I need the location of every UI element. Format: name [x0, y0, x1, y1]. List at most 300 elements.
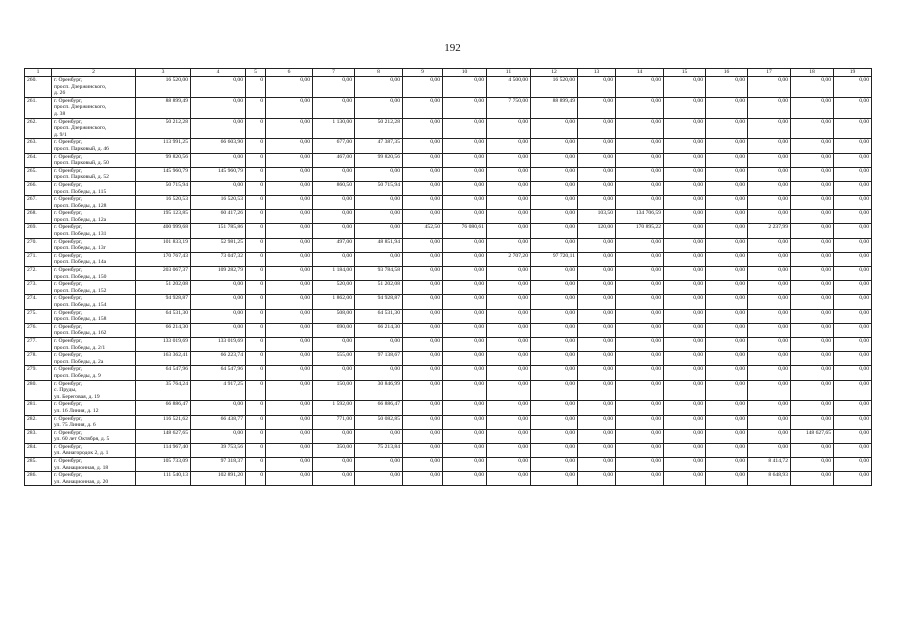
value-cell: 0,00	[706, 352, 748, 366]
value-cell: 0,00	[443, 337, 487, 351]
value-cell: 0,00	[191, 323, 246, 337]
column-header: 3	[136, 69, 191, 77]
value-cell: 0	[246, 443, 266, 457]
address-line: с. Пруды,	[54, 387, 77, 394]
value-cell: 0,00	[834, 309, 872, 323]
value-cell: 0,00	[266, 210, 313, 224]
value-cell: 0,00	[487, 153, 531, 167]
value-cell: 0,00	[748, 139, 791, 153]
address-cell	[52, 196, 136, 210]
value-cell: 97 318,37	[191, 458, 246, 472]
value-cell: 0,00	[531, 196, 578, 210]
value-cell: 0,00	[266, 181, 313, 195]
value-cell: 0,00	[706, 153, 748, 167]
value-cell: 0,00	[531, 380, 578, 401]
row-number: 279.	[25, 366, 52, 380]
value-cell: 0,00	[313, 337, 355, 351]
value-cell: 0,00	[834, 458, 872, 472]
value-cell: 0,00	[748, 323, 791, 337]
value-cell: 0,00	[578, 139, 616, 153]
value-cell: 101 833,19	[136, 238, 191, 252]
table-row	[25, 181, 872, 195]
address-line: г. Оренбург,	[54, 118, 83, 125]
value-cell: 0,00	[313, 472, 355, 486]
value-cell: 0,00	[487, 196, 531, 210]
value-cell: 0,00	[266, 77, 313, 98]
value-cell: 0	[246, 210, 266, 224]
value-cell: 0,00	[578, 366, 616, 380]
value-cell: 0,00	[664, 415, 706, 429]
value-cell: 0,00	[191, 153, 246, 167]
value-cell: 0,00	[191, 181, 246, 195]
value-cell: 0	[246, 153, 266, 167]
value-cell: 0,00	[266, 139, 313, 153]
row-number: 262.	[25, 118, 52, 139]
address-line: просп. Дзержинского,	[54, 125, 107, 132]
value-cell: 66 214,30	[355, 323, 403, 337]
value-cell: 0,00	[266, 196, 313, 210]
column-header: 7	[313, 69, 355, 77]
value-cell: 2 237,99	[748, 224, 791, 238]
address-line: г. Оренбург,	[54, 472, 83, 479]
address-cell	[52, 323, 136, 337]
value-cell: 0,00	[748, 252, 791, 266]
column-header: 11	[487, 69, 531, 77]
value-cell: 0,00	[834, 97, 872, 118]
value-cell: 467,00	[313, 153, 355, 167]
value-cell: 0,00	[266, 337, 313, 351]
value-cell: 4 500,00	[487, 77, 531, 98]
value-cell: 0,00	[616, 429, 664, 443]
table-row	[25, 210, 872, 224]
value-cell: 0,00	[443, 196, 487, 210]
value-cell: 111 540,13	[136, 472, 191, 486]
value-cell: 0,00	[834, 167, 872, 181]
value-cell: 0	[246, 224, 266, 238]
address-line: просп. Победы, д. 12а	[54, 216, 107, 223]
table-row	[25, 472, 872, 486]
value-cell: 0,00	[313, 224, 355, 238]
value-cell: 88 899,49	[136, 97, 191, 118]
data-table	[24, 68, 872, 486]
value-cell: 0,00	[355, 472, 403, 486]
table-row	[25, 352, 872, 366]
value-cell: 0	[246, 337, 266, 351]
value-cell: 0,00	[443, 267, 487, 281]
value-cell: 0,00	[706, 458, 748, 472]
address-line: г. Оренбург,	[54, 366, 83, 373]
value-cell: 0,00	[487, 352, 531, 366]
column-header: 8	[355, 69, 403, 77]
value-cell: 0,00	[443, 97, 487, 118]
value-cell: 66 603,90	[191, 139, 246, 153]
value-cell: 0,00	[616, 415, 664, 429]
address-line: г. Оренбург,	[54, 458, 83, 465]
value-cell: 0,00	[313, 97, 355, 118]
address-line: просп. Парковый, д. 52	[54, 174, 109, 181]
value-cell: 0,00	[487, 224, 531, 238]
value-cell: 0,00	[706, 252, 748, 266]
row-number: 282.	[25, 415, 52, 429]
value-cell: 0,00	[616, 323, 664, 337]
value-cell: 0,00	[664, 167, 706, 181]
value-cell: 50 212,28	[355, 118, 403, 139]
column-header: 17	[748, 69, 791, 77]
value-cell: 0,00	[266, 97, 313, 118]
address-line: г. Оренбург,	[54, 443, 83, 450]
value-cell: 0,00	[664, 77, 706, 98]
value-cell: 170 895,22	[616, 224, 664, 238]
address-line: ул. Авиационная, д. 18	[54, 464, 109, 471]
value-cell: 0,00	[616, 167, 664, 181]
value-cell: 0,00	[487, 415, 531, 429]
address-line: г. Оренбург,	[54, 267, 83, 274]
value-cell: 555,00	[313, 352, 355, 366]
value-cell: 520,00	[313, 281, 355, 295]
value-cell: 0,00	[791, 323, 834, 337]
value-cell: 0,00	[403, 309, 443, 323]
value-cell: 0,00	[355, 97, 403, 118]
value-cell: 0,00	[706, 295, 748, 309]
value-cell: 0,00	[487, 380, 531, 401]
address-line: просп. Победы, д. 154	[54, 302, 107, 308]
value-cell: 0,00	[487, 323, 531, 337]
value-cell: 0,00	[403, 139, 443, 153]
value-cell: 0,00	[403, 472, 443, 486]
value-cell: 350,00	[313, 443, 355, 457]
value-cell: 0,00	[403, 366, 443, 380]
table-row	[25, 281, 872, 295]
value-cell: 0,00	[443, 415, 487, 429]
value-cell: 0,00	[834, 429, 872, 443]
value-cell: 0,00	[487, 267, 531, 281]
value-cell: 0	[246, 415, 266, 429]
row-number: 285.	[25, 458, 52, 472]
address-line: просп. Победы, д. 115	[54, 188, 107, 195]
value-cell: 0	[246, 323, 266, 337]
value-cell: 0,00	[266, 458, 313, 472]
address-line: просп. Победы, д. 9	[54, 372, 101, 379]
value-cell: 0,00	[834, 118, 872, 139]
value-cell: 0,00	[748, 415, 791, 429]
value-cell: 48 851,94	[355, 238, 403, 252]
value-cell: 0,00	[748, 118, 791, 139]
value-cell: 0,00	[403, 252, 443, 266]
value-cell: 0,00	[664, 458, 706, 472]
value-cell: 52 981,25	[191, 238, 246, 252]
address-line: г. Оренбург,	[54, 167, 83, 174]
value-cell: 0,00	[616, 97, 664, 118]
value-cell: 0,00	[664, 366, 706, 380]
table-row	[25, 238, 872, 252]
value-cell: 0	[246, 366, 266, 380]
table-row	[25, 309, 872, 323]
value-cell: 0,00	[403, 281, 443, 295]
value-cell: 2 707,20	[487, 252, 531, 266]
value-cell: 0,00	[791, 415, 834, 429]
address-line: г. Оренбург,	[54, 97, 83, 104]
value-cell: 0,00	[834, 472, 872, 486]
value-cell: 195 123,85	[136, 210, 191, 224]
column-header: 15	[664, 69, 706, 77]
value-cell: 105 733,09	[136, 458, 191, 472]
address-cell	[52, 401, 136, 415]
value-cell: 94 928,87	[136, 295, 191, 309]
value-cell: 0,00	[616, 352, 664, 366]
address-line: ул. 60 лет Октября, д. 5	[54, 436, 110, 443]
address-line: д. 38	[54, 110, 66, 117]
value-cell: 0,00	[578, 443, 616, 457]
value-cell: 0	[246, 139, 266, 153]
value-cell: 0,00	[706, 210, 748, 224]
value-cell: 0,00	[706, 224, 748, 238]
value-cell: 0,00	[313, 196, 355, 210]
address-line: г. Оренбург,	[54, 401, 83, 408]
value-cell: 0,00	[487, 309, 531, 323]
value-cell: 0,00	[748, 295, 791, 309]
value-cell: 497,00	[313, 238, 355, 252]
address-line: просп. Победы, д. 158	[54, 316, 107, 323]
row-number: 266.	[25, 181, 52, 195]
address-line: просп. Дзержинского,	[54, 104, 107, 111]
value-cell: 0,00	[834, 210, 872, 224]
value-cell: 0,00	[616, 252, 664, 266]
address-line: г. Оренбург,	[54, 352, 83, 359]
value-cell: 0,00	[355, 167, 403, 181]
row-number: 270.	[25, 238, 52, 252]
value-cell: 0,00	[706, 238, 748, 252]
address-cell	[52, 139, 136, 153]
address-line: г. Оренбург,	[54, 337, 83, 344]
value-cell: 0,00	[403, 323, 443, 337]
address-line: просп. Победы, д. 150	[54, 273, 107, 280]
value-cell: 0,00	[664, 337, 706, 351]
value-cell: 94 928,87	[355, 295, 403, 309]
value-cell: 39 753,56	[191, 443, 246, 457]
value-cell: 0,00	[443, 429, 487, 443]
table-row	[25, 77, 872, 98]
value-cell: 0,00	[531, 472, 578, 486]
value-cell: 64 531,30	[355, 309, 403, 323]
value-cell: 0,00	[403, 443, 443, 457]
value-cell: 0,00	[266, 267, 313, 281]
value-cell: 1 184,00	[313, 267, 355, 281]
value-cell: 0,00	[266, 224, 313, 238]
value-cell: 0,00	[266, 352, 313, 366]
value-cell: 16 520,00	[531, 77, 578, 98]
value-cell: 0,00	[355, 458, 403, 472]
value-cell: 0,00	[791, 196, 834, 210]
value-cell: 0,00	[403, 337, 443, 351]
value-cell: 0,00	[664, 380, 706, 401]
address-line: просп. Победы, д. 131	[54, 231, 107, 238]
address-line: г. Оренбург,	[54, 380, 83, 387]
value-cell: 0,00	[578, 167, 616, 181]
table-row	[25, 139, 872, 153]
table-row	[25, 167, 872, 181]
value-cell: 0,00	[706, 472, 748, 486]
value-cell: 0,00	[791, 337, 834, 351]
value-cell: 0,00	[748, 196, 791, 210]
value-cell: 0,00	[313, 252, 355, 266]
address-cell	[52, 337, 136, 351]
value-cell: 145 960,79	[136, 167, 191, 181]
value-cell: 0,00	[616, 458, 664, 472]
value-cell: 0,00	[748, 352, 791, 366]
value-cell: 0,00	[706, 267, 748, 281]
value-cell: 0,00	[834, 295, 872, 309]
value-cell: 0,00	[443, 472, 487, 486]
value-cell: 0,00	[487, 210, 531, 224]
value-cell: 163 362,41	[136, 352, 191, 366]
address-cell	[52, 380, 136, 401]
value-cell: 0	[246, 281, 266, 295]
row-number: 267.	[25, 196, 52, 210]
value-cell: 0,00	[706, 380, 748, 401]
value-cell: 99 820,56	[355, 153, 403, 167]
value-cell: 0,00	[664, 139, 706, 153]
value-cell: 35 764,24	[136, 380, 191, 401]
value-cell: 0,00	[748, 267, 791, 281]
value-cell: 75 213,84	[355, 443, 403, 457]
address-line: г. Оренбург,	[54, 210, 83, 217]
value-cell: 0,00	[748, 429, 791, 443]
row-number: 275.	[25, 309, 52, 323]
value-cell: 0,00	[578, 337, 616, 351]
value-cell: 0,00	[443, 295, 487, 309]
value-cell: 0,00	[791, 118, 834, 139]
address-cell	[52, 352, 136, 366]
value-cell: 0,00	[706, 118, 748, 139]
value-cell: 0,00	[531, 267, 578, 281]
column-header: 9	[403, 69, 443, 77]
row-number: 286.	[25, 472, 52, 486]
row-number: 276.	[25, 323, 52, 337]
table-row	[25, 366, 872, 380]
value-cell: 151 785,86	[191, 224, 246, 238]
table-row	[25, 443, 872, 457]
value-cell: 73 047,32	[191, 252, 246, 266]
address-line: г. Оренбург,	[54, 295, 83, 302]
value-cell: 0,00	[403, 401, 443, 415]
value-cell: 0,00	[748, 337, 791, 351]
value-cell: 0	[246, 401, 266, 415]
address-line: ул. Авиагородок 2, д. 1	[54, 450, 109, 457]
column-header: 5	[246, 69, 266, 77]
row-number: 264.	[25, 153, 52, 167]
value-cell: 114 967,40	[136, 443, 191, 457]
row-number: 273.	[25, 281, 52, 295]
value-cell: 0,00	[531, 458, 578, 472]
value-cell: 66 886,47	[136, 401, 191, 415]
value-cell: 0,00	[706, 167, 748, 181]
value-cell: 50 212,28	[136, 118, 191, 139]
value-cell: 0,00	[791, 267, 834, 281]
address-cell	[52, 429, 136, 443]
table-row	[25, 97, 872, 118]
address-line: г. Оренбург,	[54, 153, 83, 160]
address-cell	[52, 295, 136, 309]
value-cell: 677,00	[313, 139, 355, 153]
value-cell: 0,00	[313, 77, 355, 98]
value-cell: 170 767,43	[136, 252, 191, 266]
value-cell: 0,00	[791, 281, 834, 295]
value-cell: 0,00	[706, 401, 748, 415]
value-cell: 0,00	[487, 472, 531, 486]
value-cell: 7 750,00	[487, 97, 531, 118]
value-cell: 0,00	[748, 366, 791, 380]
value-cell: 0,00	[487, 238, 531, 252]
value-cell: 0,00	[834, 77, 872, 98]
value-cell: 690,00	[313, 323, 355, 337]
value-cell: 0,00	[748, 281, 791, 295]
value-cell: 0,00	[531, 366, 578, 380]
address-line: просп. Парковый, д. 46	[54, 145, 109, 152]
value-cell: 66 886,47	[355, 401, 403, 415]
value-cell: 16 520,53	[191, 196, 246, 210]
value-cell: 60 417,26	[191, 210, 246, 224]
value-cell: 47 387,35	[355, 139, 403, 153]
value-cell: 133 019,69	[191, 337, 246, 351]
value-cell: 0,00	[664, 443, 706, 457]
value-cell: 93 784,58	[355, 267, 403, 281]
value-cell: 0,00	[578, 281, 616, 295]
value-cell: 0,00	[834, 380, 872, 401]
value-cell: 0,00	[443, 167, 487, 181]
value-cell: 0,00	[791, 352, 834, 366]
value-cell: 0,00	[748, 153, 791, 167]
address-line: д. 9/1	[54, 131, 67, 138]
value-cell: 0,00	[748, 181, 791, 195]
value-cell: 0,00	[834, 267, 872, 281]
address-cell	[52, 458, 136, 472]
value-cell: 0,00	[487, 443, 531, 457]
address-cell	[52, 238, 136, 252]
value-cell: 0,00	[531, 167, 578, 181]
value-cell: 400 999,68	[136, 224, 191, 238]
address-line: ул. Береговая, д. 19	[54, 393, 100, 400]
value-cell: 64 547,96	[191, 366, 246, 380]
value-cell: 4 917,25	[191, 380, 246, 401]
value-cell: 0	[246, 352, 266, 366]
value-cell: 97 720,11	[531, 252, 578, 266]
value-cell: 51 202,08	[136, 281, 191, 295]
value-cell: 0,00	[313, 458, 355, 472]
value-cell: 0,00	[791, 380, 834, 401]
value-cell: 0,00	[266, 323, 313, 337]
address-cell	[52, 281, 136, 295]
address-cell	[52, 97, 136, 118]
row-number: 274.	[25, 295, 52, 309]
value-cell: 0,00	[531, 224, 578, 238]
value-cell: 66 223,74	[191, 352, 246, 366]
value-cell: 0,00	[616, 295, 664, 309]
value-cell: 0,00	[443, 77, 487, 98]
value-cell: 0,00	[355, 77, 403, 98]
column-header: 19	[834, 69, 872, 77]
value-cell: 0,00	[403, 380, 443, 401]
value-cell: 0,00	[531, 281, 578, 295]
value-cell: 16 520,53	[136, 196, 191, 210]
value-cell: 0,00	[191, 429, 246, 443]
table-row	[25, 401, 872, 415]
value-cell: 0,00	[791, 366, 834, 380]
value-cell: 0,00	[403, 181, 443, 195]
value-cell: 0,00	[355, 429, 403, 443]
value-cell: 0,00	[355, 196, 403, 210]
value-cell: 0,00	[834, 139, 872, 153]
value-cell: 0,00	[616, 337, 664, 351]
